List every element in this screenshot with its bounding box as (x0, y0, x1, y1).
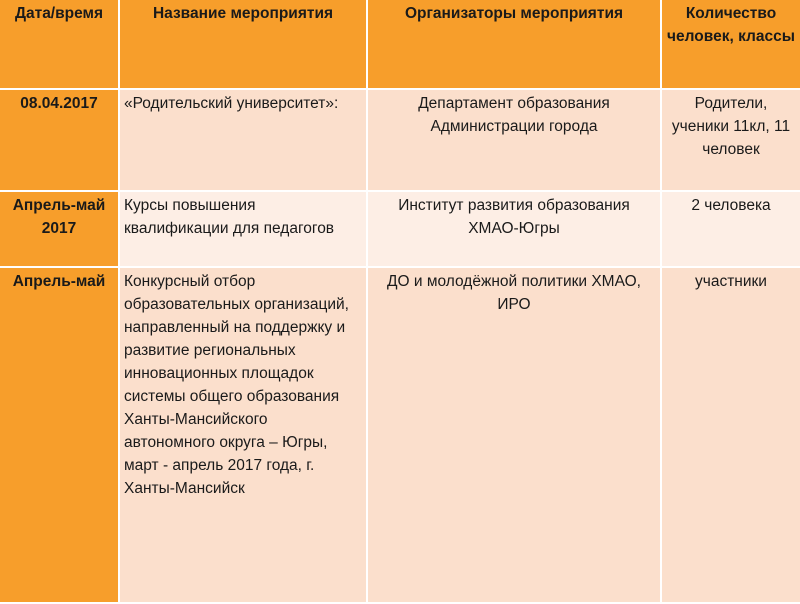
table-row (0, 192, 800, 266)
header-event-name: Название мероприятия (120, 0, 366, 88)
cell-date: 08.04.2017 (0, 90, 118, 190)
cell-event-name: Курсы повышения квалификации для педагогов (120, 192, 366, 266)
header-organizers: Организаторы мероприятия (368, 0, 660, 88)
header-count: Количество человек, классы (662, 0, 800, 88)
cell-count: участники (662, 268, 800, 602)
cell-count: 2 человека (662, 192, 800, 266)
table-header-row (0, 0, 800, 88)
cell-date: Апрель-май 2017 (0, 192, 118, 266)
cell-event-name: «Родительский университет»: (120, 90, 366, 190)
table-row (0, 268, 800, 602)
cell-organizers: Институт развития образования ХМАО-Югры (368, 192, 660, 266)
cell-count: Родители, ученики 11кл, 11 человек (662, 90, 800, 190)
cell-organizers: Департамент образования Администрации города (368, 90, 660, 190)
cell-event-name: Конкурсный отбор образовательных организаций, направленный на поддержку и развитие региональных инновационных площадок системы общего образования Ханты-Мансийского автономного округа – Югры, март - апрель 2017 года, г. Ханты-Мансийск (120, 268, 366, 602)
header-date: Дата/время (0, 0, 118, 88)
table-row (0, 90, 800, 190)
cell-date: Апрель-май (0, 268, 118, 602)
cell-organizers: ДО и молодёжной политики ХМАО, ИРО (368, 268, 660, 602)
